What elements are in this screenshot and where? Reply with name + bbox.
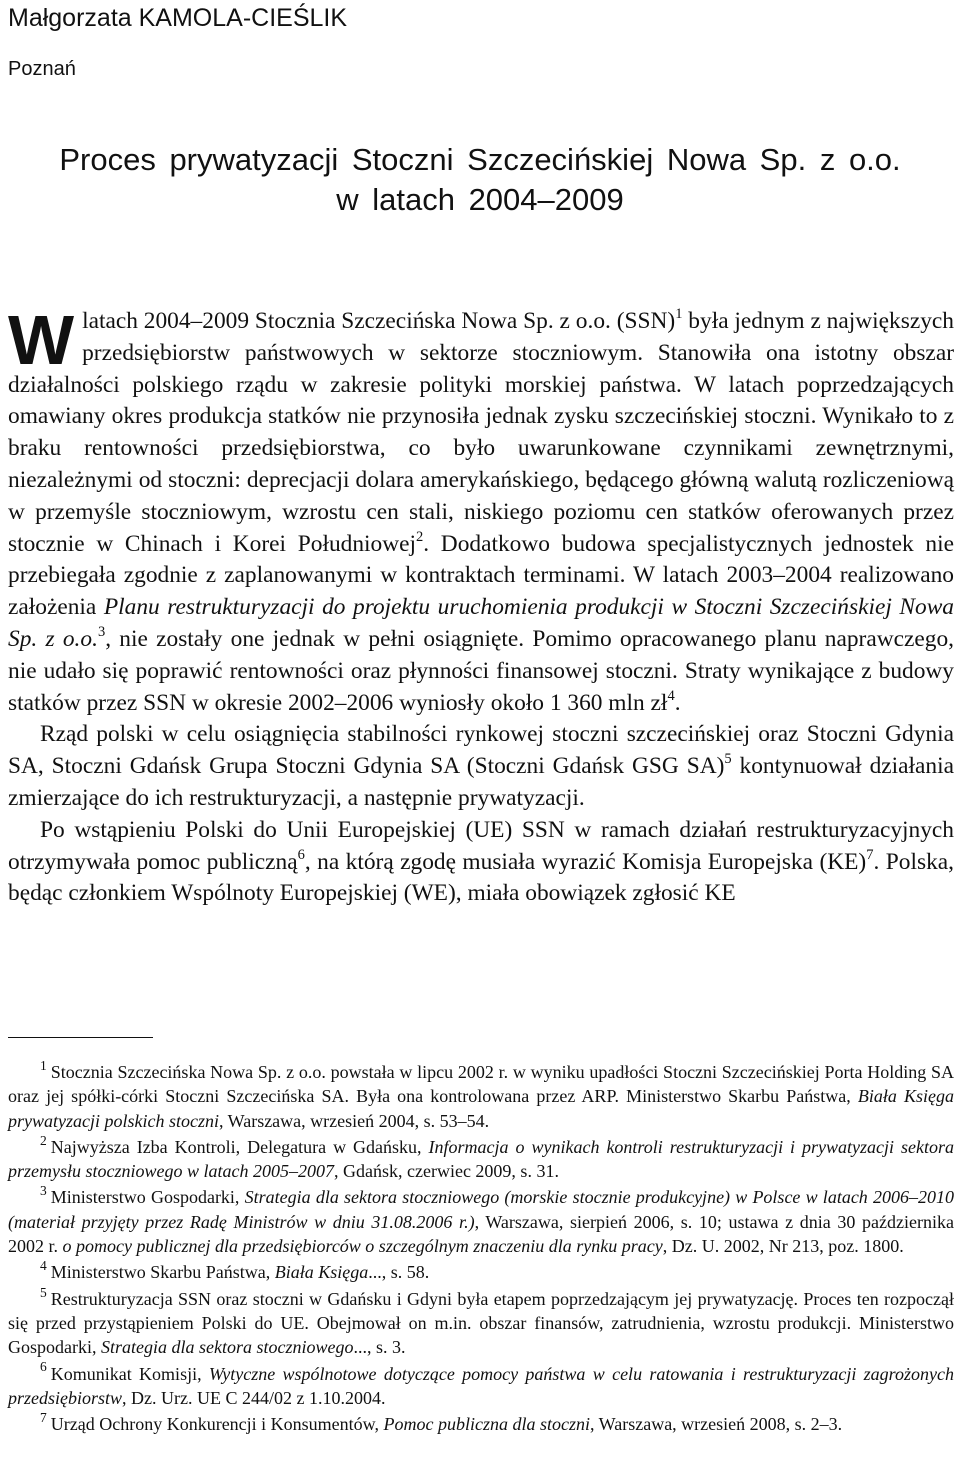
footnote-5 bbox=[8, 1284, 954, 1360]
title-line-2: w latach 2004–2009 bbox=[336, 182, 624, 217]
title-line-1: Proces prywatyzacji Stoczni Szczecińskiej Nowa Sp. z o.o. bbox=[59, 142, 901, 177]
footnote-number: 5 bbox=[40, 1284, 47, 1300]
text-run: , Dz. U. 2002, Nr 213, poz. 1800. bbox=[662, 1236, 904, 1257]
italic-title: Biała Księga bbox=[274, 1262, 369, 1283]
text-run: , Gdańsk, czerwiec 2009, s. 31. bbox=[334, 1161, 559, 1182]
text-run: Komunikat Komisji, bbox=[50, 1363, 209, 1384]
text-run: Najwyższa Izba Kontroli, Delegatura w Gdańsku, bbox=[50, 1136, 429, 1157]
paragraph-2 bbox=[8, 719, 954, 814]
footnote-number: 7 bbox=[40, 1410, 47, 1426]
text-run: ..., s. 3. bbox=[353, 1337, 406, 1358]
text-run: kontynuował działania zmierzające do ich restrukturyzacji, a następnie prywatyzacji. bbox=[8, 753, 955, 811]
text-run: , nie zostały one jednak w pełni osiągnięte. Pomimo opracowanego planu naprawczego, nie udało się poprawić rentowności oraz płynności finansowej stoczni. Straty wynikające z budowy statków przez SSN w okresie 2002–2006 wyniosły około 1 360 mln zł bbox=[8, 625, 954, 716]
text-run: , na którą zgodę musiała wyrazić Komisja Europejska (KE) bbox=[304, 848, 867, 875]
footnote-divider bbox=[8, 1037, 153, 1038]
text-run: Stocznia Szczecińska Nowa Sp. z o.o. powstała w lipcu 2002 r. w wyniku upadłości Stoczni Szczecińskiej Porta Holding SA oraz jej spółki-córki Stoczni Szczecińska SA. Była ona kontrolowana przez ARP. Ministerstwo Skarbu Państwa, bbox=[8, 1062, 954, 1107]
italic-title: Biała Księga prywatyzacji polskich stoczni bbox=[8, 1086, 954, 1131]
text-run: ..., s. 58. bbox=[368, 1262, 430, 1283]
author-affiliation: Poznań bbox=[8, 58, 76, 80]
footnote-ref-7[interactable]: 7 bbox=[866, 846, 874, 863]
footnote-ref-5[interactable]: 5 bbox=[724, 751, 732, 768]
text-run: Rząd polski w celu osiągnięcia stabilności rynkowej stoczni szczecińskiej oraz Stoczni Gdynia SA, Stoczni Gdańsk Grupa Stoczni Gdynia SA (Stoczni Gdańsk GSG SA) bbox=[8, 721, 954, 780]
paper-title bbox=[0, 140, 960, 220]
italic-title: o pomocy publicznej dla przedsiębiorców o szczególnym znaczeniu dla rynku pracy bbox=[62, 1236, 663, 1257]
author-name: Małgorzata KAMOLA-CIEŚLIK bbox=[8, 4, 348, 32]
footnote-number: 1 bbox=[40, 1057, 47, 1073]
footnote-4 bbox=[8, 1260, 954, 1284]
italic-title: Informacja o wynikach kontroli restrukturyzacji i prywatyzacji sektora przemysłu stoczniowego w latach 2005–2007 bbox=[8, 1136, 955, 1182]
footnote-ref-3[interactable]: 3 bbox=[97, 623, 106, 640]
footnote-ref-2[interactable]: 2 bbox=[416, 528, 424, 545]
body-text bbox=[8, 301, 955, 910]
footnote-ref-6[interactable]: 6 bbox=[297, 846, 305, 863]
paragraph-1 bbox=[8, 301, 954, 719]
italic-title: Pomoc publiczna dla stoczni bbox=[383, 1414, 590, 1435]
drop-cap: W bbox=[8, 301, 75, 379]
text-run: . Dodatkowo budowa specjalistycznych jednostek nie przebiegała zgodnie z zaplanowanymi w kontraktach terminami. W latach 2003–2004 realizowano założenia bbox=[8, 530, 954, 621]
text-run: Ministerstwo Skarbu Państwa, bbox=[50, 1262, 275, 1283]
italic-title: Strategia dla sektora stoczniowego bbox=[101, 1337, 354, 1358]
footnote-2 bbox=[8, 1132, 955, 1184]
footnote-6 bbox=[8, 1359, 954, 1411]
text-run: , Dz. Urz. UE C 244/02 z 1.10.2004. bbox=[122, 1387, 386, 1408]
text-run: . Polska, będąc członkiem Wspólnoty Europejskiej (WE), miała obowiązek zgłosić KE bbox=[8, 848, 954, 907]
footnote-3 bbox=[8, 1185, 954, 1258]
text-run: , Warszawa, wrzesień 2008, s. 2–3. bbox=[590, 1414, 843, 1435]
italic-title: Wytyczne wspólnotowe dotyczące pomocy państwa w celu ratowania i restrukturyzacji zagrożonych przedsiębiorstw bbox=[8, 1363, 954, 1408]
footnote-number: 4 bbox=[40, 1258, 47, 1274]
italic-title: Strategia dla sektora stoczniowego (morskie stocznie produkcyjne) w Polsce w latach 2006–2010 (materiał przyjęty przez Radę Ministrów w dniu 31.08.2006 r.) bbox=[8, 1187, 954, 1232]
footnotes bbox=[8, 1057, 955, 1438]
footnote-1 bbox=[8, 1057, 954, 1133]
footnote-ref-4[interactable]: 4 bbox=[667, 687, 675, 704]
paragraph-3 bbox=[8, 815, 954, 910]
footnote-number: 6 bbox=[40, 1359, 47, 1375]
footnote-number: 2 bbox=[40, 1132, 47, 1148]
text-run: latach 2004–2009 Stocznia Szczecińska Nowa Sp. z o.o. (SSN) bbox=[82, 308, 676, 334]
text-run: Po wstąpieniu Polski do Unii Europejskiej (UE) SSN w ramach działań restrukturyzacyjnych otrzymywała pomoc publiczną bbox=[8, 816, 954, 875]
text-run: Ministerstwo Gospodarki, bbox=[50, 1187, 245, 1208]
text-run: Urząd Ochrony Konkurencji i Konsumentów, bbox=[50, 1414, 384, 1435]
footnote-ref-1[interactable]: 1 bbox=[675, 305, 683, 322]
text-run: Restrukturyzacja SSN oraz stoczni w Gdańsku i Gdyni była etapem poprzedzającym jej prywatyzację. Proces ten rozpoczął się przed przystąpieniem Polski do UE. Obejmował on m.in. obszar finansów, zatrudnienia, wzrostu produkcji. Ministerstwo Gospodarki, bbox=[8, 1288, 954, 1358]
footnote-number: 3 bbox=[40, 1183, 47, 1199]
italic-title: Planu restrukturyzacji do projektu uruchomienia produkcji w Stoczni Szczecińskiej Nowa Sp. z o.o. bbox=[8, 594, 954, 652]
text-run: , Warszawa, sierpień 2006, s. 10; ustawa z dnia 30 października 2002 r. bbox=[8, 1211, 955, 1257]
footnote-7 bbox=[8, 1412, 954, 1436]
text-run: , Warszawa, wrzesień 2004, s. 53–54. bbox=[218, 1110, 490, 1131]
text-run: . bbox=[674, 689, 681, 716]
text-run: była jednym z największych przedsiębiorstw państwowych w sektorze stoczniowym. Stanowiła ona istotny obszar działalności polskiego rządu w zakresie polityki morskiej państwa. W latach poprzedzających omawiany okres produkcja statków nie przynosiła jednak zysku szczecińskiej stoczni. Wynikało to z braku rentowności przedsiębiorstwa, co było uwarunkowane czynnikami zewnętrznymi, niezależnymi od stoczni: deprecjacji dolara amerykańskiego, będącego główną walutą rozliczeniową w przemyśle stoczniowym, wzrostu cen stali, niskiego poziomu cen statków oferowanych przez stocznie w Chinach i Korei Południowej bbox=[8, 308, 954, 557]
